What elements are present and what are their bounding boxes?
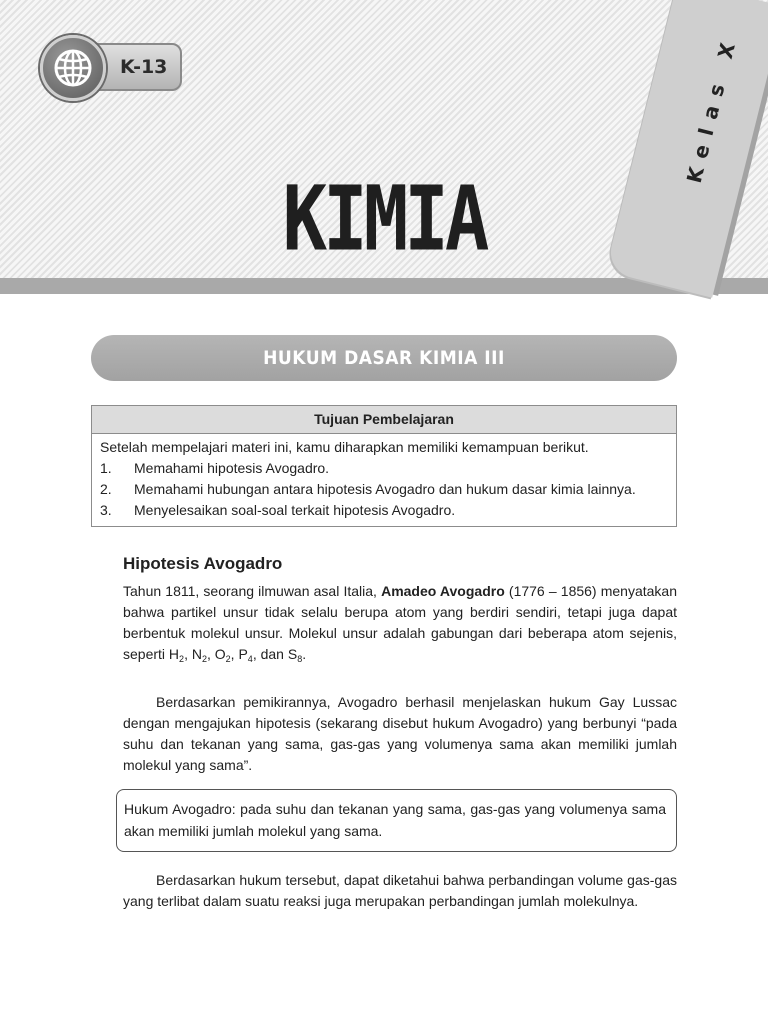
objective-item <box>100 458 668 479</box>
chapter-title: HUKUM DASAR KIMIA III <box>263 347 505 369</box>
subject-title: KIMIA <box>282 168 486 272</box>
objective-number: 3. <box>100 502 112 518</box>
objectives-body <box>92 434 676 521</box>
formula: $P_4$, dan <box>238 646 288 664</box>
globe-icon <box>40 35 106 101</box>
formula: $H_2$, <box>168 646 192 664</box>
learning-objectives-box <box>91 405 677 527</box>
paragraph-intro <box>123 581 677 665</box>
objective-text: Memahami hipotesis Avogadro. <box>134 460 330 476</box>
grade-label: Kelas X <box>681 30 743 186</box>
avogadro-law-box <box>116 789 677 852</box>
objective-item <box>100 500 668 521</box>
objective-text: Memahami hubungan antara hipotesis Avogadro dan hukum dasar kimia lainnya. <box>134 481 636 497</box>
formula: $N_2$, <box>191 646 215 664</box>
objective-item <box>100 479 668 500</box>
objective-number: 1. <box>100 460 112 476</box>
scientist-name: Amadeo Avogadro <box>381 583 505 599</box>
section-title: Hipotesis Avogadro <box>123 554 283 573</box>
formula: $S_8$. <box>287 646 307 664</box>
objectives-intro: Setelah mempelajari materi ini, kamu diharapkan memiliki kemampuan berikut. <box>100 439 589 455</box>
curriculum-badge-label: K-13 <box>120 56 168 78</box>
objectives-heading: Tujuan Pembelajaran <box>92 406 676 434</box>
objective-number: 2. <box>100 481 112 497</box>
paragraph-conclusion: Berdasarkan hukum tersebut, dapat diketahui bahwa perbandingan volume gas-gas yang terlibat dalam suatu reaksi juga merupakan perbandingan jumlah molekulnya. <box>123 872 677 909</box>
paragraph-intro-rest: (1776 – 1856) menyatakan bahwa partikel unsur tidak selalu berupa atom yang berdiri sendiri, tetapi juga dapat berbentuk molekul unsur. Molekul unsur adalah gabungan dari beberapa atom sejenis, seperti <box>123 583 677 662</box>
chapter-title-bar <box>91 335 677 381</box>
avogadro-law-text: Hukum Avogadro: pada suhu dan tekanan yang sama, gas-gas yang volumenya sama akan memiliki jumlah molekul yang sama. <box>124 801 666 839</box>
paragraph-gay-lussac: Berdasarkan pemikirannya, Avogadro berhasil menjelaskan hukum Gay Lussac dengan mengajukan hipotesis (sekarang disebut hukum Avogadro) yang berbunyi “pada suhu dan tekanan yang sama, gas-gas yang volumenya sama akan memiliki jumlah molekul yang sama”. <box>123 694 677 773</box>
paragraph-intro-lead: Tahun 1811, seorang ilmuwan asal Italia, <box>123 583 382 599</box>
objective-text: Menyelesaikan soal-soal terkait hipotesis Avogadro. <box>134 502 456 518</box>
formula: $O_2$, <box>214 646 239 664</box>
